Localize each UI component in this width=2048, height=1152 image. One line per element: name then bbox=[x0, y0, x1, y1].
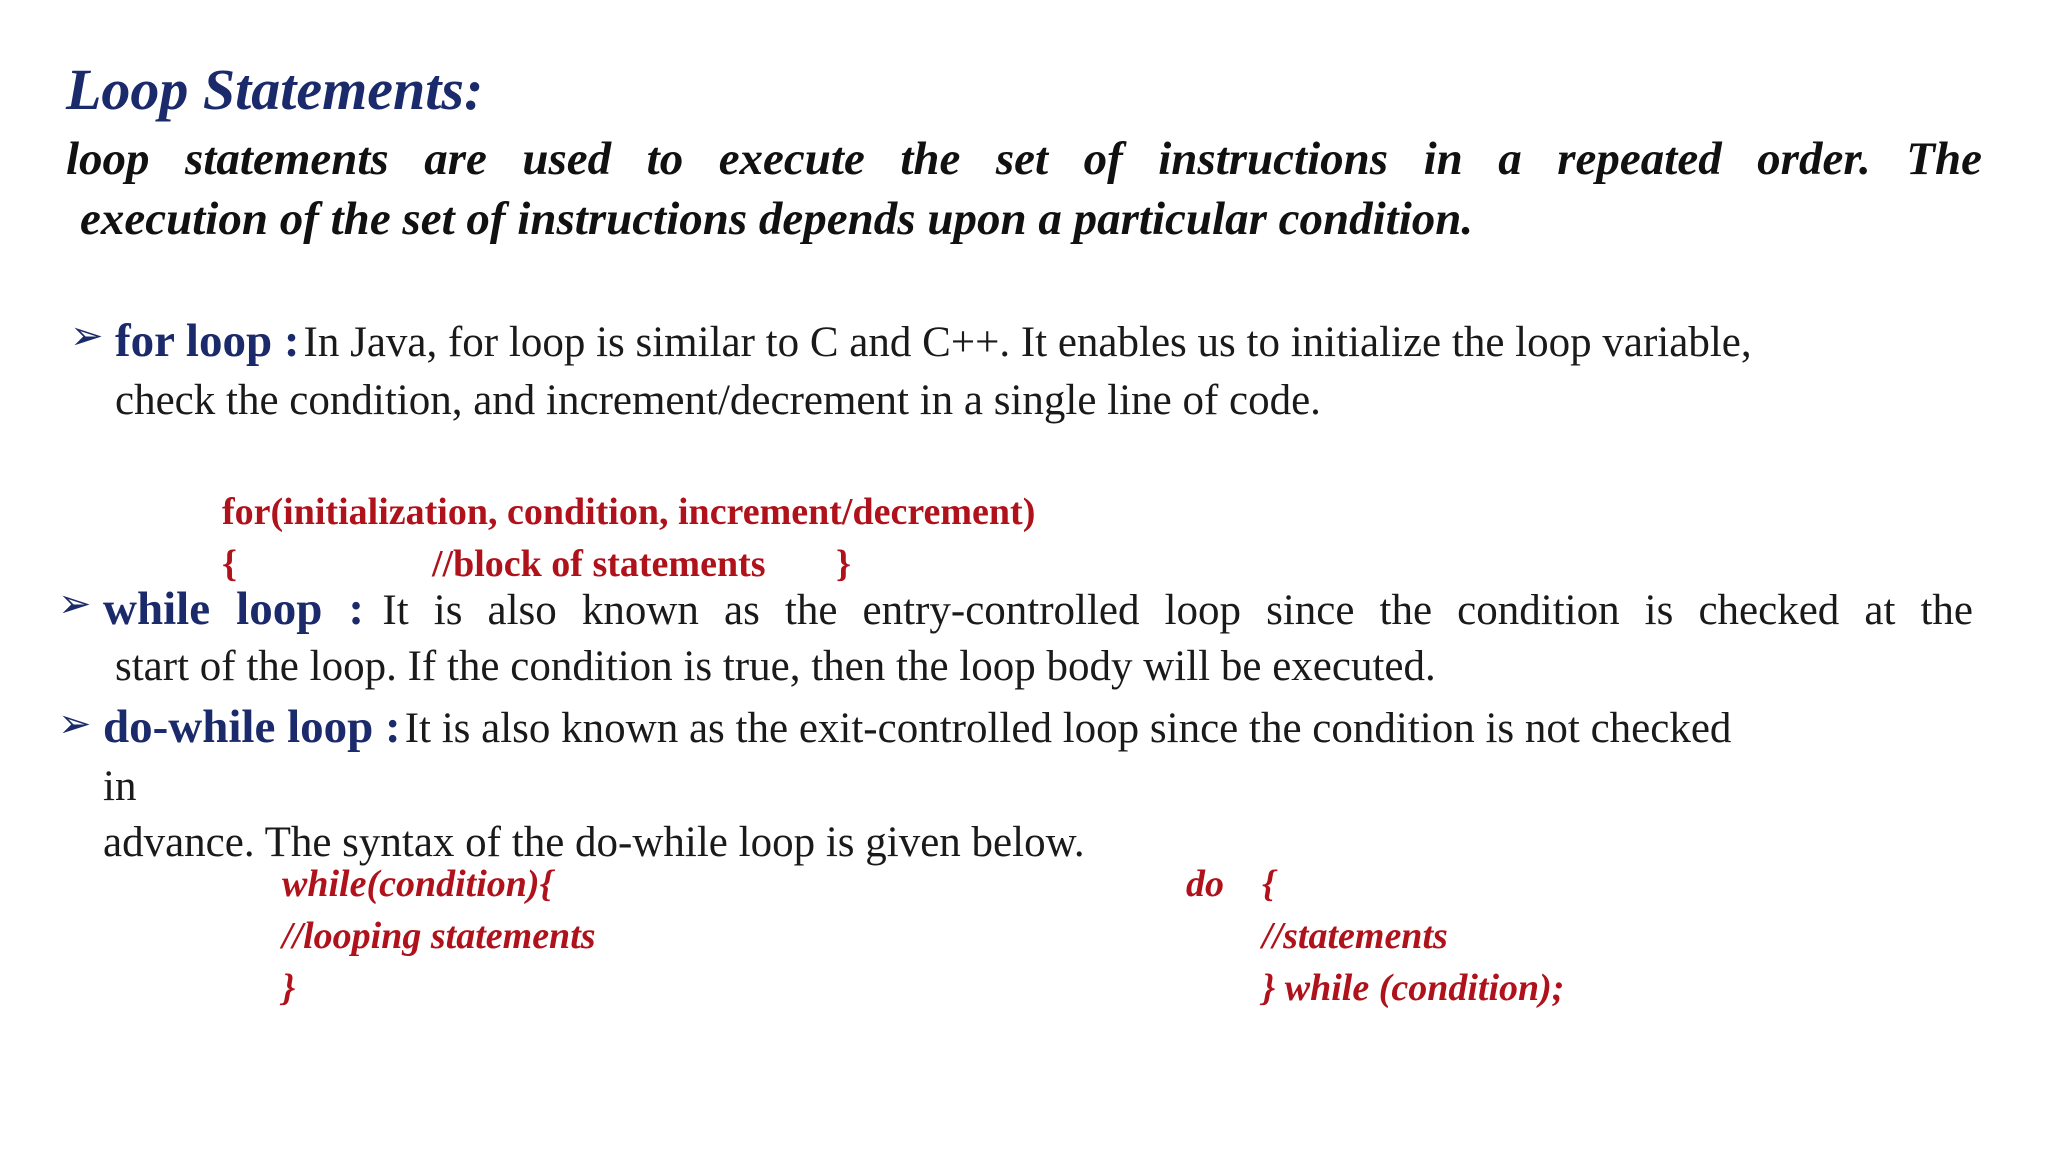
do-while-loop-bullet-icon: ➢ bbox=[58, 701, 92, 746]
while-code-line-3: } bbox=[282, 967, 296, 1009]
while-loop-desc-2: start of the loop. If the condition is true, then the loop body will be executed. bbox=[115, 643, 1436, 690]
for-loop-term: for loop : bbox=[115, 315, 300, 367]
for-loop-code-comment: //block of statements bbox=[432, 543, 766, 585]
do-while-loop-line-1 bbox=[103, 700, 1731, 754]
for-loop-desc-1: In Java, for loop is similar to C and C++. It enables us to initialize the loop variable, bbox=[303, 319, 1752, 366]
for-loop-desc-2: check the condition, and increment/decrement in a single line of code. bbox=[115, 377, 1321, 424]
do-while-loop-desc-1: It is also known as the exit-controlled loop since the condition is not checked bbox=[404, 705, 1732, 752]
do-while-code-line-1: { bbox=[1262, 863, 1276, 905]
while-loop-line-1 bbox=[103, 582, 1973, 636]
for-loop-line-1 bbox=[115, 314, 1752, 368]
while-loop-term: while loop : bbox=[103, 583, 365, 635]
for-loop-code-header: for(initialization, condition, increment/decrement) bbox=[222, 491, 1036, 533]
while-code-line-1: while(condition){ bbox=[282, 863, 553, 905]
for-loop-code-close-brace: } bbox=[836, 543, 851, 585]
do-while-code-line-2: //statements bbox=[1262, 915, 1448, 957]
do-while-loop-term: do-while loop : bbox=[103, 701, 401, 753]
do-while-loop-desc-2: in bbox=[103, 763, 137, 810]
do-while-loop-desc-3: advance. The syntax of the do-while loop is given below. bbox=[103, 819, 1085, 866]
for-loop-bullet-icon: ➢ bbox=[70, 313, 104, 358]
intro-line-1: loop statements are used to execute the set of instructions in a repeated order. The bbox=[66, 133, 1982, 185]
do-while-code-do-keyword: do bbox=[1186, 863, 1224, 905]
do-while-code-line-3: } while (condition); bbox=[1262, 967, 1565, 1009]
while-code-line-2: //looping statements bbox=[282, 915, 596, 957]
intro-line-2: execution of the set of instructions depends upon a particular condition. bbox=[80, 193, 1474, 245]
for-loop-code-open-brace: { bbox=[222, 543, 237, 585]
while-loop-bullet-icon: ➢ bbox=[58, 581, 92, 626]
while-loop-desc-1: It is also known as the entry-controlled loop since the condition is checked at the bbox=[382, 587, 1974, 634]
page-title: Loop Statements: bbox=[66, 57, 484, 122]
